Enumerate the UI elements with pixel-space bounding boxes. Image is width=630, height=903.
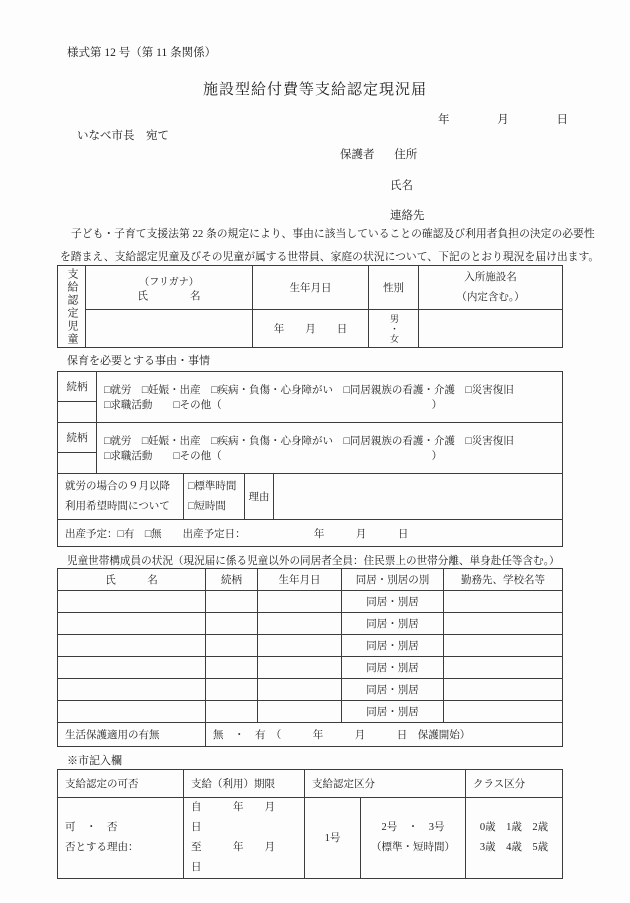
child-birthdate-cell: 年 月 日	[253, 310, 369, 348]
sex-options-cell: 男・女	[389, 313, 399, 344]
reason-input-cell	[274, 474, 563, 520]
form-number: 様式第 12 号（第 11 条関係）	[67, 47, 217, 59]
facility-label-line2: （内定含む。）	[456, 291, 525, 303]
reason-options-group-2	[97, 433, 562, 463]
class-ages-line2: 3歳 4歳 5歳	[479, 841, 549, 853]
household-header-birthdate: 生年月日	[258, 569, 342, 591]
child-info-table	[57, 265, 563, 348]
child-name-cell	[86, 310, 253, 348]
household-row	[58, 701, 563, 723]
city-section-label: ※市記入欄	[67, 755, 122, 767]
guardian-name-label: 氏名	[390, 180, 413, 192]
birth-plan-row: 出産予定：□有 □無 出産予定日： 年 月 日	[58, 520, 563, 547]
residence-option-cell: 同居・別居	[342, 701, 444, 723]
residence-option-cell: 同居・別居	[342, 679, 444, 701]
household-header-residence: 同居・別居の別	[342, 569, 444, 591]
city-use-table	[57, 769, 563, 879]
birthdate-column-label: 生年月日	[253, 266, 369, 310]
approval-header: 支給認定の可否	[58, 770, 184, 798]
date-line	[438, 111, 568, 127]
work-hours-label-line2: 利用希望時間について	[65, 500, 170, 512]
intro-paragraph	[60, 226, 600, 264]
household-row	[58, 613, 563, 635]
day-label: 日	[556, 114, 568, 126]
care-reason-section-label: 保育を必要とする事由・事情	[67, 355, 210, 367]
household-header-workplace: 勤務先、学校名等	[444, 569, 563, 591]
facility-name-cell	[419, 310, 563, 348]
household-section-label: 児童世帯構成員の状況（現況届に係る児童以外の同居者全員：住民票上の世帯分離、単身赴任等含む。）	[67, 556, 560, 567]
category-no1: 1号	[305, 798, 361, 879]
guardian-contact-label: 連絡先	[390, 210, 425, 222]
month-label: 月	[497, 114, 509, 126]
checkbox-options-line-1: □就労 □妊娠・出産 □疾病・負傷・心身障がい □同居親族の看護・介護 □災害復旧	[104, 436, 514, 447]
checkbox-options-line-2: □求職活動 □その他（ ）	[104, 400, 443, 411]
category-header: 支給認定区分	[305, 770, 466, 798]
checkbox-options-line-2: □求職活動 □その他（ ）	[104, 451, 443, 462]
relation-label-2: 続柄	[58, 423, 97, 453]
period-to: 至 年 月 日	[191, 841, 296, 873]
intro-line-2: を踏まえ、支給認定児童及びその児童が属する世帯員、家庭の状況について、下記のとおり現況を届け出ます。	[60, 251, 600, 263]
relation-input-2	[58, 453, 97, 474]
guardian-label: 保護者	[340, 149, 375, 161]
household-row	[58, 657, 563, 679]
household-row	[58, 635, 563, 657]
welfare-label: 生活保護適用の有無	[58, 723, 206, 747]
short-time-checkbox: □短時間	[188, 500, 226, 512]
household-row	[58, 679, 563, 701]
welfare-value: 無 ・ 有 （ 年 月 日 保護開始）	[206, 723, 563, 747]
household-table	[57, 568, 563, 747]
care-reason-table	[57, 371, 563, 547]
household-header-relation: 続柄	[206, 569, 258, 591]
relation-input-1	[58, 402, 97, 423]
period-header: 支給（利用）期限	[184, 770, 305, 798]
residence-option-cell: 同居・別居	[342, 613, 444, 635]
child-table-row-header: 支給認定児童	[66, 267, 78, 346]
child-name-label: 氏 名	[137, 290, 201, 302]
household-header-name: 氏 名	[58, 569, 206, 591]
approval-reason-label: 否とする理由：	[65, 841, 139, 853]
work-hours-label-line1: 就労の場合の９月以降	[65, 480, 170, 492]
form-title: 施設型給付費等支給認定現況届	[202, 82, 427, 98]
household-row	[58, 591, 563, 613]
residence-option-cell: 同居・別居	[342, 635, 444, 657]
guardian-line	[340, 146, 417, 162]
residence-option-cell: 同居・別居	[342, 657, 444, 679]
facility-label-line1: 入所施設名	[464, 271, 517, 283]
class-header: クラス区分	[466, 770, 563, 798]
category-time: （標準・短時間）	[371, 841, 455, 853]
period-from: 自 年 月 日	[191, 802, 296, 833]
relation-label-1: 続柄	[58, 372, 97, 402]
furigana-label: （フリガナ）	[139, 276, 199, 288]
guardian-address-label: 住所	[394, 149, 418, 161]
sex-column-label: 性別	[369, 266, 419, 310]
category-no23: 2号 ・ 3号	[381, 821, 445, 833]
reason-label: 理由	[245, 474, 274, 520]
year-label: 年	[438, 114, 450, 126]
approval-options: 可 ・ 否	[65, 821, 118, 833]
reason-options-group-1	[97, 382, 562, 412]
class-ages-line1: 0歳 1歳 2歳	[479, 821, 549, 833]
residence-option-cell: 同居・別居	[342, 591, 444, 613]
standard-time-checkbox: □標準時間	[188, 480, 237, 492]
checkbox-options-line-1: □就労 □妊娠・出産 □疾病・負傷・心身障がい □同居親族の看護・介護 □災害復旧	[104, 385, 514, 396]
intro-line-1: 子ども・子育て支援法第 22 条の規定により、事由に該当していることの確認及び利用者負担の決定の必要性	[71, 228, 595, 240]
addressee: いなべ市長 宛て	[77, 130, 169, 142]
